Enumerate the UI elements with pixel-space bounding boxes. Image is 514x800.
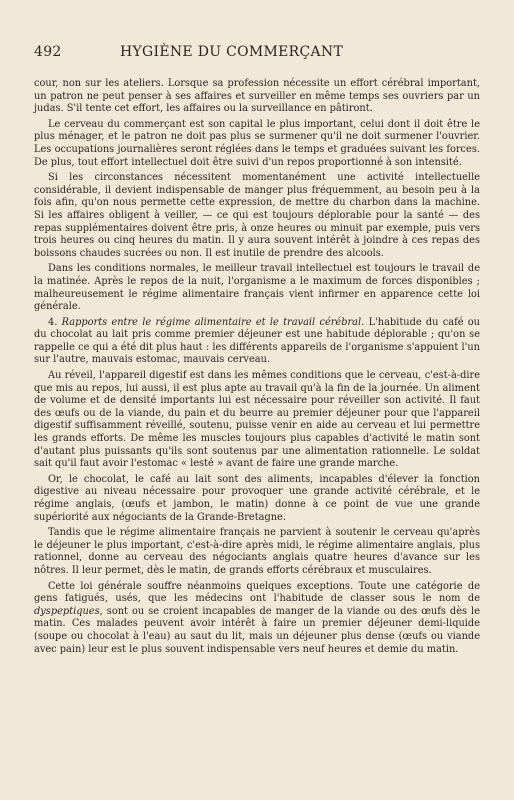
paragraph: Tandis que le régime alimentaire français ne parvient à soutenir le cerveau qu'après le déjeuner le plus important, c'est-à-dire après midi, le régime alimentaire anglais, plus rationnel, donne au cerveau des négociants anglais quatre heures d'avance sur les nôtres. Il leur permet, dès le matin, de grands efforts cérébraux et musculaires. <box>34 527 480 576</box>
text-run: Cette loi générale souffre néanmoins quelques exceptions. Toute une catégorie de gens fatigués, usés, que les médecins ont l'habitude de classer sous le nom de <box>34 580 480 605</box>
page-body <box>34 78 480 659</box>
section-number: 4. <box>48 316 58 328</box>
paragraph-continuation: cour, non sur les ateliers. Lorsque sa profession nécessite un effort cérébral important, un patron ne peut penser à ses affaires et surveiller en même temps ses ouvriers par un judas. S'il tente cet effort, les affaires ou la surveillance en pâtiront. <box>34 78 480 115</box>
paragraph: Le cerveau du commerçant est son capital le plus important, celui dont il doit être le plus ménager, et le patron ne doit pas plus se surmener qu'il ne doit surmener l'ouvrier. Les occupations journalières seront réglées dans le temps et graduées suivant les forces. De plus, tout effort intellectuel doit être suivi d'un repos proportionné à son intensité. <box>34 118 480 168</box>
running-head: HYGIÈNE DU COMMERÇANT <box>120 44 344 60</box>
page-header <box>34 44 480 60</box>
paragraph: Dans les conditions normales, le meilleur travail intellectuel est toujours le travail de la matinée. Après le repos de la nuit, l'organisme a le maximum de forces disponibles ; malheureusement le régime alimentaire français vient infirmer en apparence cette loi générale. <box>34 263 480 313</box>
page-number: 492 <box>34 44 62 60</box>
paragraph-last <box>34 581 480 657</box>
section-title: Rapports entre le régime alimentaire et le travail cérébral. <box>61 316 365 328</box>
paragraph: Si les circonstances nécessitent momentanément une activité intellectuelle considérable, il devient indispensable de manger plus fréquemment, au besoin peu à la fois afin, qu'on nous permette cette expression, de mettre du charbon dans la machine. Si les affaires obligent à veiller, — ce qui est toujours déplorable pour la santé — des repas supplémentaires doivent être pris, à onze heures ou minuit par exemple, puis vers trois heures ou cinq heures du matin. Il y aura souvent intérêt à joindre à ces repas des boissons chaudes sucrées ou non. Il est inutile de prendre des alcools. <box>34 172 480 259</box>
italic-term: dyspeptiques <box>34 605 100 617</box>
paragraph: Au réveil, l'appareil digestif est dans les mêmes conditions que le cerveau, c'est-à-dire que mis au repos, lui aussi, il est plus apte au travail qu'à la fin de la journée. Un aliment de volume et de densité importants lui est nécessaire pour réveiller son activité. Il faut des œufs ou de la viande, du pain et du beurre au premier déjeuner pour que l'appareil digestif suffisamment réveillé, soutenu, puisse venir en aide au cerveau et lui permettre les grands efforts. De même les muscles toujours plus capables d'activité le matin sont d'autant plus puissants qu'ils sont soutenus par une alimentation rationnelle. Le soldat sait qu'il faut avoir l'estomac « lesté » avant de faire une grande marche. <box>34 370 480 470</box>
text-run: , sont ou se croient incapables de manger de la viande ou des œufs dès le matin. Ces malades peuvent avoir intérêt à faire un premier déjeuner demi-liquide (soupe ou chocolat à l'eau) au saut du lit, mais un déjeuner plus dense (œufs ou viande avec pain) leur est le plus souvent indispensable vers neuf heures et demie du matin. <box>34 605 480 655</box>
paragraph: Or, le chocolat, le café au lait sont des aliments, incapables d'élever la fonction digestive au niveau nécessaire pour provoquer une grande activité cérébrale, et le régime anglais, (œufs et jambon, le matin) donne à ce point de vue une grande supériorité aux négociants de la Grande-Bretagne. <box>34 473 480 523</box>
section-text: L'habitude du café ou du chocolat au lait pris comme premier déjeuner est une habitude déplorable ; qu'on se rappelle ce qui a été dit plus haut : les différents appareils de l'organisme s'appuient l'un sur l'autre, mauvais estomac, mauvais cerveau. <box>34 316 480 366</box>
section-4-paragraph <box>34 317 480 367</box>
